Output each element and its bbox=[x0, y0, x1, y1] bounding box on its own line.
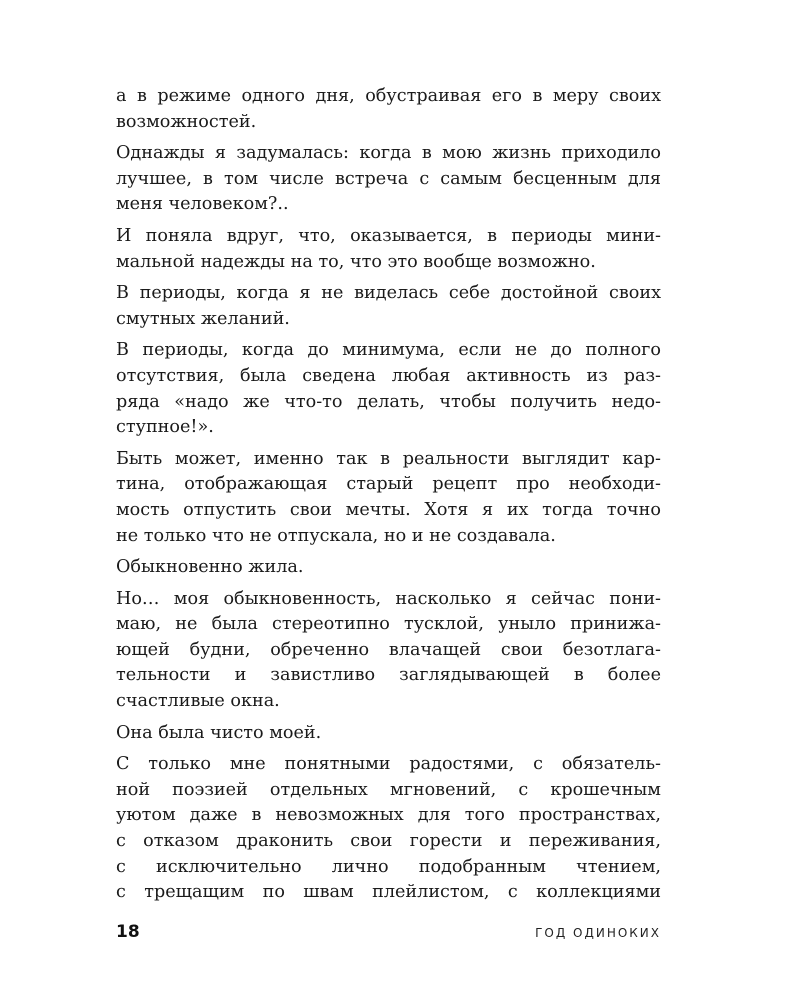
paragraph bbox=[116, 721, 661, 747]
text-line: тина, отображающая старый рецепт про необходи- bbox=[116, 474, 661, 495]
text-line: мальной надежды на то, что это вообще возможно. bbox=[116, 251, 596, 272]
paragraph bbox=[116, 141, 661, 218]
text-line: смутных желаний. bbox=[116, 308, 290, 329]
text-line: Быть может, именно так в реальности выглядит кар- bbox=[116, 448, 661, 469]
body-text bbox=[116, 84, 661, 912]
text-line: ной поэзией отдельных мгновений, с крошечным bbox=[116, 779, 661, 800]
text-line: мость отпустить свои мечты. Хотя я их тогда точно bbox=[116, 499, 661, 520]
text-line: уютом даже в невозможных для того пространствах, bbox=[116, 805, 661, 826]
text-line: с исключительно лично подобранным чтением, bbox=[116, 856, 661, 877]
text-line: меня человеком?.. bbox=[116, 194, 289, 215]
text-line: Но… моя обыкновенность, насколько я сейчас пони- bbox=[116, 588, 661, 609]
paragraph bbox=[116, 224, 661, 275]
text-line: ряда «надо же что-то делать, чтобы получить недо- bbox=[116, 391, 661, 412]
paragraph bbox=[116, 752, 661, 906]
text-line: с трещащим по швам плейлистом, с коллекциями bbox=[116, 882, 661, 903]
paragraph bbox=[116, 555, 661, 581]
text-line: отсутствия, была сведена любая активность из раз- bbox=[116, 365, 661, 386]
text-line: В периоды, когда я не виделась себе достойной своих bbox=[116, 283, 661, 304]
paragraph bbox=[116, 84, 661, 135]
text-line: Обыкновенно жила. bbox=[116, 557, 304, 578]
text-line: Она была чисто моей. bbox=[116, 722, 322, 743]
text-line: И поняла вдруг, что, оказывается, в периоды мини- bbox=[116, 225, 661, 246]
paragraph bbox=[116, 447, 661, 549]
text-line: счастливые окна. bbox=[116, 691, 280, 712]
text-line: ющей будни, обреченно влачащей свои безотлага- bbox=[116, 639, 661, 660]
page-number: 18 bbox=[116, 922, 140, 942]
paragraph bbox=[116, 281, 661, 332]
text-line: В периоды, когда до минимума, если не до полного bbox=[116, 340, 661, 361]
text-line: маю, не была стереотипно тусклой, уныло принижа- bbox=[116, 614, 661, 635]
text-line: с отказом драконить свои горести и переживания, bbox=[116, 831, 661, 852]
page-footer bbox=[116, 922, 661, 946]
running-title: ГОД ОДИНОКИХ bbox=[535, 926, 661, 940]
text-line: лучшее, в том числе встреча с самым бесценным для bbox=[116, 168, 661, 189]
text-line: не только что не отпускала, но и не создавала. bbox=[116, 525, 556, 546]
text-line: а в режиме одного дня, обустраивая его в меру своих bbox=[116, 86, 661, 106]
text-line: С только мне понятными радостями, с обязатель- bbox=[116, 754, 661, 775]
text-line: тельности и завистливо заглядывающей в более bbox=[116, 665, 661, 686]
text-line: возможностей. bbox=[116, 111, 257, 132]
text-line: Однажды я задумалась: когда в мою жизнь приходило bbox=[116, 143, 661, 164]
text-line: ступное!». bbox=[116, 417, 214, 438]
paragraph bbox=[116, 587, 661, 715]
paragraph bbox=[116, 338, 661, 440]
